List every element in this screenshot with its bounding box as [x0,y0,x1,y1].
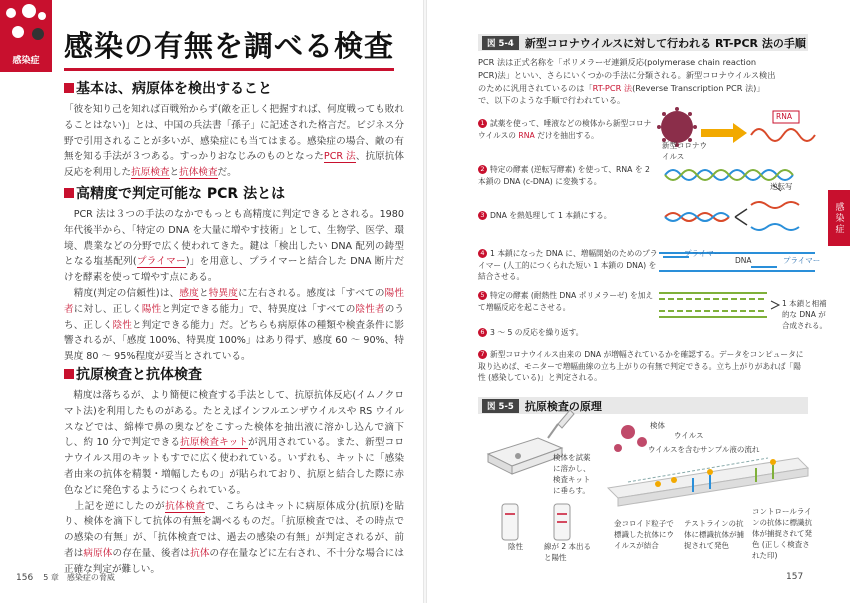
negative-strip [502,504,518,540]
testline-label: テストラインの抗体に標識抗体が捕捉されて発色 [684,519,744,550]
figure-tag: 図 5-4 [482,36,519,50]
virus-icon-cluster [4,4,48,48]
step-item: 7 新型コロナウイルス由来の DNA が増幅されているかを確認する。データをコンピュータに取り込めば、モニターで増幅曲線の立ち上がりの有無で判定できる。立ち上がりがあれば「陽性 (感染している)」と判定される。 [478,350,804,383]
chapter-label: 5 章 感染症の脅威 [43,573,115,582]
control-label: コントロールラインの抗体に標識抗体が捕捉されて発色 (正しく検査された印) [752,507,812,560]
dna-label: DNA [735,256,752,265]
step-number: 2 [478,165,487,174]
heading-marker-icon [64,369,74,379]
book-gutter [423,0,427,603]
specimen-label: 検体 [650,421,665,430]
side-tab: 感染症 [828,190,850,246]
step-item: 4 1 本鎖になった DNA に、増幅開始のためのプライマー (人工的につくられた短い 1 本鎖の DNA) を結合させる。 [478,249,658,282]
step-number: 1 [478,119,487,128]
corner-label: 感染症 [12,56,40,66]
figure-intro: PCR 法は正式名称を「ポリメラーゼ連鎖反応(polymerase chain reaction PCR)法」といい、さらにいくつかの手法に分類される。新型コロナウイルス検出のために汎用されているのは「RT-PCR 法(Reverse Transcription PCR 法)」で、以下のような手順で行われている。 [478,57,776,106]
left-footer [16,572,115,583]
step-item: 5 特定の酵素 (耐熱性 DNA ポリメラーゼ) を加えて増幅反応を起こさせる。 [478,291,654,312]
page-number: 156 [16,572,34,583]
section-heading: 抗原検査と抗体検査 [64,364,404,384]
section-heading: 基本は、病原体を検出すること [64,78,404,98]
heading-marker-icon [64,188,74,198]
title-divider [64,68,394,71]
step-number: 3 [478,211,487,220]
dropper-icon [548,410,574,438]
section-body: PCR 法は３つの手法のなかでもっとも高精度に判定できるとされる。1980 年代後半から、「特定の DNA を大量に増やす技術」として、生物学、医学、環境、農業などの分野で広く使われてきた。鍵は「検出したい DNA 配列の鋳型となる塩基配列(プライマー)」を用意し、プライマーと結合した DNA 断片だけを酵素を使って増やす点にある。 精度(判定の信頼性)は、感度と特異度に左右される。感度は「すべての陽性者に対し、正しく陽性と判定できる能力」で、特異度は「すべての陰性者のうち、正しく陰性と判定できる能力」だ。どちらも病原体の種類や検査条件に影響されるが、「感度 100%、特異度 100%」はあり得ず、感度 60 ～ 90%、特異度 80 ～ 95%程度が妥当とされている。 [64,209,405,363]
heading-marker-icon [64,83,74,93]
figure-heading [478,34,808,51]
section-heading: 高精度で判定可能な PCR 法とは [64,183,404,203]
rna-label: RNA [776,112,792,121]
page-number: 157 [786,572,804,582]
gold-label: 金コロイド粒子で標識した抗体にウイルスが結合 [614,519,674,550]
positive-strip [554,504,570,540]
step-item: 6 3 ～ 5 の反応を繰り返す。 [478,327,658,339]
step-item: 3 DNA を熱処理して 1 本鎖にする。 [478,210,658,222]
section-body: 精度は落ちるが、より簡便に検査する手法として、抗原抗体反応(イムノクロマト法)を利用したものがある。たとえばインフルエンザウイルスや RS ウイルスなどでは、綿棒で鼻の奥などをこすった検体を抽出液に溶かし込んで滴下し、約 10 分で判定できる抗原検査キットが汎用されている。また、新型コロナウイルス用のキットもすでに広く使われている。いずれも、キットに「感染者由来の抗体を精製・増幅したもの」が貼られており、抗原と結合した際に赤色などに発色するようにつくられている。 上記を逆にしたのが抗体検査で、こちらはキットに病原体成分(抗原)を貼り、検体を滴下して抗体の有無を調べるものだ。「抗原検査では、その時点での感染の有無」が、「抗体検査では、過去の感染の有無」が判定されるが、前者は病原体の存在量、後者は抗体の存在量などに左右され、不十分な場合には正確な判定が難しい。 [64,390,405,575]
virus-particles [614,425,647,452]
drop-label: 検体を試薬に溶かし、検査キットに垂らす。 [553,453,591,495]
step-item: 1 試薬を使って、唾液などの検体から新型コロナウイルスの RNA だけを抽出する。 [478,119,652,140]
figure-tag: 図 5-5 [482,399,519,413]
section-antigen-antibody [64,364,404,578]
primer-label-left: プライマー [684,249,722,258]
primer-label-right: プライマー [783,256,821,265]
rna-strand [751,129,815,141]
rt-label: 逆転写 [770,182,793,191]
copy-label: 1 本鎖と相補的な DNA が合成される。 [782,299,827,330]
section-basics [64,78,404,181]
step-number: 6 [478,328,487,337]
membrane-diagram [608,458,808,506]
virus-label: ウイルス [674,431,704,440]
chapter-corner-badge [0,0,52,72]
positive-label: 線が 2 本出ると陽性 [544,542,592,562]
step-item: 2 特定の酵素 (逆転写酵素) を使って、RNA を 2 本鎖の DNA (c-DNA) に変換する。 [478,165,650,186]
step-number: 5 [478,291,487,300]
step-number: 7 [478,350,487,359]
figure-title: 抗原検査の原理 [524,399,602,413]
page-title: 感染の有無を調べる検査 [64,29,395,63]
test-kit-icon [488,438,562,474]
figure-title: 新型コロナウイルスに対して行われる RT-PCR 法の手順 [524,36,806,50]
figure-heading [478,397,808,414]
step-number: 4 [478,249,487,258]
section-pcr [64,183,404,365]
virus-label: 新型コロナウイルス [662,141,707,161]
negative-label: 陰性 [508,542,523,551]
section-body: 「彼を知り己を知れば百戦殆からず(敵を正しく把握すれば、何度戦っても敗れることはない)」とは、中国の兵法書「孫子」に記述された格言だ。ビジネス分野で引用されることが多いが、感染症にも当てはまる。感染症の場合、敵の有無を知る手法が３つある。すっかりおなじみのものとなったPCR 法、抗原抗体反応を利用した抗原検査と抗体検査だ。 [64,104,404,179]
flow-label: ウイルスを含むサンプル液の流れ [648,445,760,454]
